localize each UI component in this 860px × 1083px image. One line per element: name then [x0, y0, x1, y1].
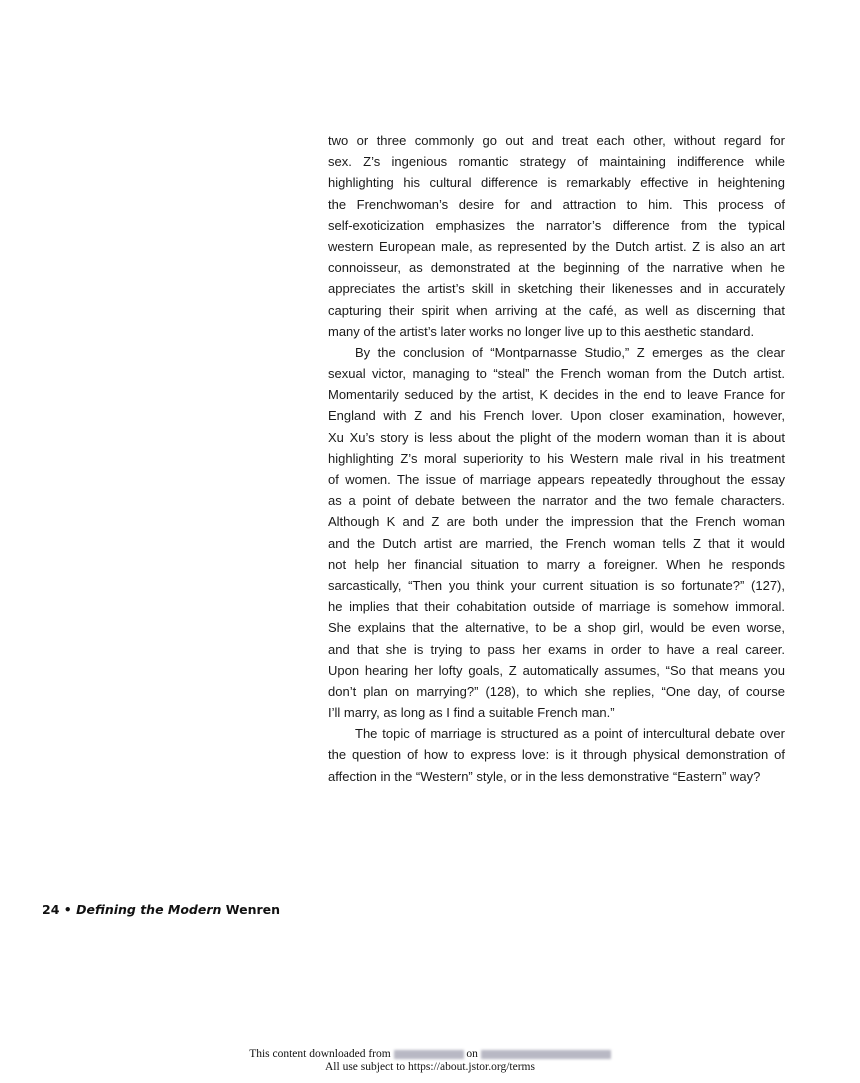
text-line: not help her financial situation to marry a foreigner. When he responds: [328, 556, 785, 572]
paragraph: [328, 342, 785, 723]
text-line: Upon hearing her lofty goals, Z automatically assumes, “So that means you: [328, 662, 785, 678]
body-text: [328, 130, 785, 787]
page-number: 24: [42, 902, 60, 917]
notice-line-1: [0, 1048, 860, 1061]
text-line: Although K and Z are both under the impression that the French woman: [328, 514, 785, 530]
text-line: She explains that the alternative, to be a shop girl, would be even worse,: [328, 620, 785, 636]
text-line: connoisseur, as demonstrated at the beginning of the narrative when he: [328, 260, 785, 276]
redacted-ip: [394, 1050, 464, 1059]
text-line: sex. Z’s ingenious romantic strategy of maintaining indifference while: [328, 154, 785, 170]
text-line: and that she is trying to pass her exams in order to have a real career.: [328, 641, 785, 657]
running-footer: [42, 902, 280, 917]
book-title-italic: Defining the Modern: [76, 902, 222, 917]
text-line: By the conclusion of “Montparnasse Studio,” Z emerges as the clear: [355, 344, 785, 360]
separator: •: [63, 902, 72, 917]
text-line: as a point of debate between the narrator and the two female characters.: [328, 493, 785, 509]
text-line: western European male, as represented by the Dutch artist. Z is also an art: [328, 238, 785, 254]
text-line: two or three commonly go out and treat each other, without regard for: [328, 133, 785, 148]
text-line: sexual victor, managing to “steal” the French woman from the Dutch artist.: [328, 366, 785, 382]
text-line: the Frenchwoman’s desire for and attraction to him. This process of: [328, 196, 785, 212]
notice-on: on: [466, 1048, 478, 1060]
paragraph: [328, 130, 785, 342]
text-line: many of the artist’s later works no longer live up to this aesthetic standard.: [328, 323, 755, 339]
text-line: Xu Xu’s story is less about the plight of the modern woman than it is about: [328, 429, 785, 445]
text-line: appreciates the artist’s skill in sketching their likenesses and in accurately: [328, 281, 785, 297]
text-line: capturing their spirit when arriving at the café, as well as discerning that: [328, 302, 785, 318]
paragraph: [328, 723, 785, 787]
text-line: of women. The issue of marriage appears repeatedly throughout the essay: [328, 472, 785, 487]
text-line: England with Z and his French lover. Upon closer examination, however,: [328, 408, 785, 424]
notice-prefix: This content downloaded from: [249, 1048, 391, 1060]
download-notice: [0, 1048, 860, 1074]
text-line: self-exoticization emphasizes the narrator’s difference from the typical: [328, 217, 785, 233]
text-line: highlighting Z’s moral superiority to his Western male rival in his treatment: [328, 450, 785, 466]
notice-line-2: All use subject to https://about.jstor.org/terms: [325, 1061, 535, 1073]
redacted-date: [481, 1050, 611, 1059]
text-line: and the Dutch artist are married, the French woman tells Z that it would: [328, 535, 785, 551]
text-line: the question of how to express love: is it through physical demonstration of: [328, 747, 785, 763]
text-line: The topic of marriage is structured as a point of intercultural debate over: [355, 726, 785, 742]
text-line: highlighting his cultural difference is remarkably effective in heightening: [328, 175, 785, 191]
text-line: sarcastically, “Then you think your current situation is so fortunate?” (127),: [328, 577, 785, 593]
text-line: I’ll marry, as long as I find a suitable French man.”: [328, 705, 615, 721]
text-line: don’t plan on marrying?” (128), to which she replies, “One day, of course: [328, 683, 785, 699]
text-line: he implies that their cohabitation outside of marriage is somehow immoral.: [328, 599, 785, 615]
book-title-roman: Wenren: [225, 902, 281, 917]
text-line: Momentarily seduced by the artist, K decides in the end to leave France for: [328, 387, 785, 403]
text-line: affection in the “Western” style, or in the less demonstrative “Eastern” way?: [328, 768, 761, 784]
